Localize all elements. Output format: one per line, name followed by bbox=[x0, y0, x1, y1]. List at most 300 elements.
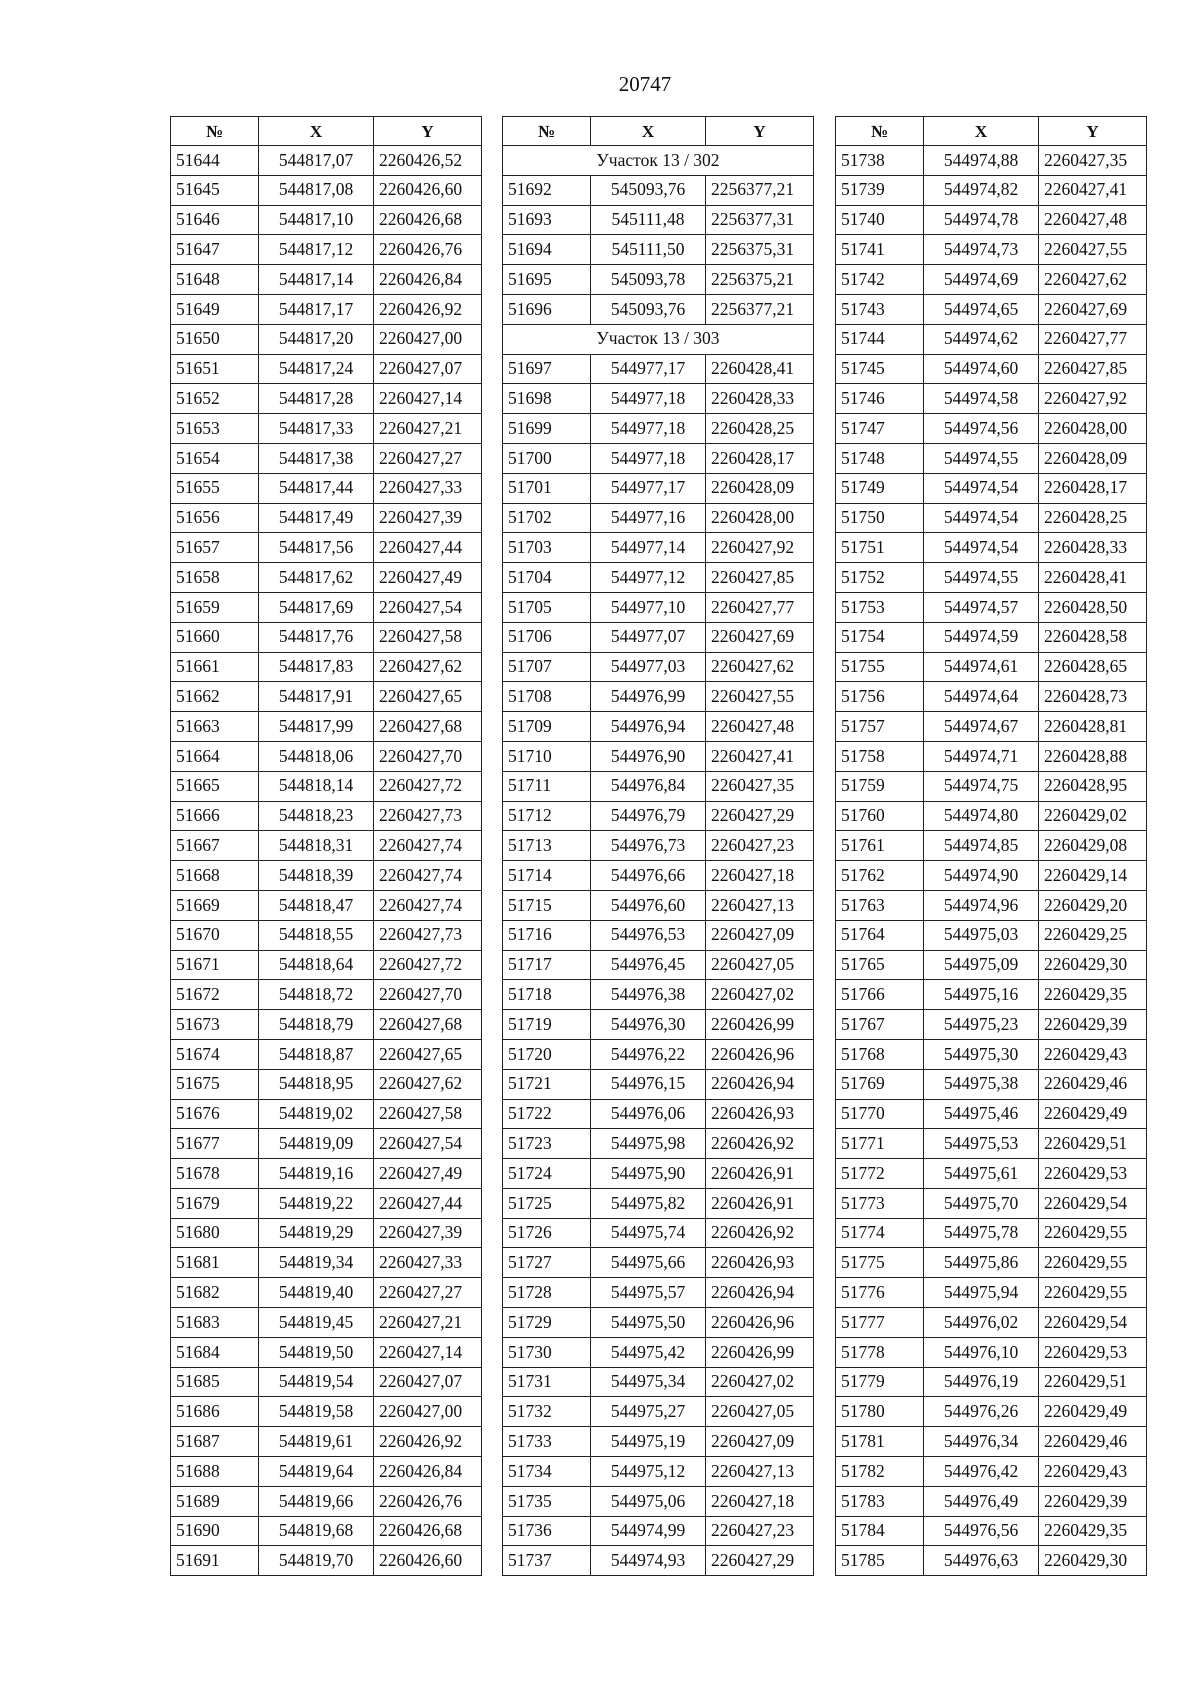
y-coordinate-cell: 2260426,94 bbox=[706, 1069, 814, 1099]
y-coordinate-cell: 2260427,68 bbox=[374, 712, 482, 742]
x-coordinate-cell: 544975,74 bbox=[591, 1218, 706, 1248]
y-coordinate-cell: 2260427,77 bbox=[1039, 324, 1147, 354]
point-number-cell: 51711 bbox=[503, 771, 591, 801]
table-row bbox=[503, 175, 814, 205]
x-coordinate-cell: 544974,55 bbox=[924, 443, 1039, 473]
point-number-cell: 51683 bbox=[171, 1308, 259, 1338]
x-coordinate-cell: 544976,49 bbox=[924, 1486, 1039, 1516]
point-number-cell: 51746 bbox=[836, 384, 924, 414]
table-row bbox=[171, 146, 482, 176]
x-coordinate-cell: 544975,06 bbox=[591, 1486, 706, 1516]
x-coordinate-cell: 544819,29 bbox=[259, 1218, 374, 1248]
y-coordinate-cell: 2260427,54 bbox=[374, 1129, 482, 1159]
point-number-cell: 51676 bbox=[171, 1099, 259, 1129]
point-number-cell: 51667 bbox=[171, 831, 259, 861]
x-coordinate-cell: 544976,30 bbox=[591, 1010, 706, 1040]
table-row bbox=[503, 205, 814, 235]
x-coordinate-cell: 544819,61 bbox=[259, 1427, 374, 1457]
y-coordinate-cell: 2260427,58 bbox=[374, 1099, 482, 1129]
x-coordinate-cell: 544974,90 bbox=[924, 861, 1039, 891]
x-coordinate-cell: 544977,17 bbox=[591, 473, 706, 503]
point-number-cell: 51713 bbox=[503, 831, 591, 861]
y-coordinate-cell: 2260427,27 bbox=[374, 443, 482, 473]
table-row bbox=[503, 1457, 814, 1487]
point-number-cell: 51672 bbox=[171, 980, 259, 1010]
y-coordinate-cell: 2260427,21 bbox=[374, 1308, 482, 1338]
table-row bbox=[503, 652, 814, 682]
x-coordinate-cell: 544976,45 bbox=[591, 950, 706, 980]
table-row bbox=[836, 622, 1147, 652]
table-row bbox=[836, 354, 1147, 384]
point-number-cell: 51726 bbox=[503, 1218, 591, 1248]
point-number-cell: 51761 bbox=[836, 831, 924, 861]
x-coordinate-cell: 544819,09 bbox=[259, 1129, 374, 1159]
x-coordinate-cell: 544819,66 bbox=[259, 1486, 374, 1516]
x-coordinate-cell: 544976,90 bbox=[591, 741, 706, 771]
point-number-cell: 51750 bbox=[836, 503, 924, 533]
table-row bbox=[171, 205, 482, 235]
point-number-cell: 51662 bbox=[171, 682, 259, 712]
point-number-cell: 51734 bbox=[503, 1457, 591, 1487]
table-row bbox=[171, 1129, 482, 1159]
y-coordinate-cell: 2260429,55 bbox=[1039, 1248, 1147, 1278]
y-coordinate-cell: 2260427,13 bbox=[706, 890, 814, 920]
x-coordinate-cell: 544976,06 bbox=[591, 1099, 706, 1129]
table-row bbox=[503, 265, 814, 295]
x-coordinate-cell: 544974,64 bbox=[924, 682, 1039, 712]
y-coordinate-cell: 2260427,77 bbox=[706, 592, 814, 622]
y-coordinate-cell: 2256377,21 bbox=[706, 294, 814, 324]
x-coordinate-cell: 545093,76 bbox=[591, 175, 706, 205]
point-number-cell: 51742 bbox=[836, 265, 924, 295]
x-coordinate-cell: 544818,06 bbox=[259, 741, 374, 771]
x-coordinate-cell: 544974,55 bbox=[924, 563, 1039, 593]
y-coordinate-cell: 2260427,00 bbox=[374, 1397, 482, 1427]
table-row bbox=[171, 503, 482, 533]
point-number-cell: 51716 bbox=[503, 920, 591, 950]
y-coordinate-cell: 2260426,84 bbox=[374, 1457, 482, 1487]
point-number-cell: 51659 bbox=[171, 592, 259, 622]
table-row bbox=[503, 712, 814, 742]
table-row bbox=[836, 1010, 1147, 1040]
y-coordinate-cell: 2260427,55 bbox=[1039, 235, 1147, 265]
table-row bbox=[836, 1516, 1147, 1546]
table-row bbox=[836, 801, 1147, 831]
x-coordinate-cell: 544975,16 bbox=[924, 980, 1039, 1010]
table-row bbox=[836, 1129, 1147, 1159]
y-coordinate-cell: 2256375,21 bbox=[706, 265, 814, 295]
table-row bbox=[171, 473, 482, 503]
y-coordinate-cell: 2260427,49 bbox=[374, 563, 482, 593]
y-coordinate-cell: 2256375,31 bbox=[706, 235, 814, 265]
y-coordinate-cell: 2260426,96 bbox=[706, 1039, 814, 1069]
y-coordinate-cell: 2260427,44 bbox=[374, 533, 482, 563]
x-coordinate-cell: 544819,02 bbox=[259, 1099, 374, 1129]
x-coordinate-cell: 544976,73 bbox=[591, 831, 706, 861]
point-number-cell: 51665 bbox=[171, 771, 259, 801]
x-coordinate-cell: 544977,12 bbox=[591, 563, 706, 593]
y-coordinate-cell: 2260426,96 bbox=[706, 1308, 814, 1338]
y-coordinate-cell: 2260427,73 bbox=[374, 920, 482, 950]
y-coordinate-cell: 2260429,14 bbox=[1039, 861, 1147, 891]
table-row bbox=[503, 801, 814, 831]
table-row bbox=[503, 920, 814, 950]
table-row bbox=[503, 1129, 814, 1159]
point-number-cell: 51689 bbox=[171, 1486, 259, 1516]
point-number-cell: 51722 bbox=[503, 1099, 591, 1129]
point-number-cell: 51660 bbox=[171, 622, 259, 652]
table-row bbox=[503, 831, 814, 861]
point-number-cell: 51710 bbox=[503, 741, 591, 771]
table-row bbox=[503, 473, 814, 503]
table-row bbox=[171, 175, 482, 205]
y-coordinate-cell: 2260429,54 bbox=[1039, 1188, 1147, 1218]
table-row bbox=[171, 1188, 482, 1218]
y-coordinate-cell: 2260427,48 bbox=[706, 712, 814, 742]
point-number-cell: 51724 bbox=[503, 1159, 591, 1189]
header-y: Y bbox=[706, 117, 814, 146]
y-coordinate-cell: 2260427,70 bbox=[374, 741, 482, 771]
x-coordinate-cell: 544974,54 bbox=[924, 473, 1039, 503]
page-number: 20747 bbox=[618, 72, 672, 96]
table-row bbox=[171, 1278, 482, 1308]
table-row bbox=[171, 1367, 482, 1397]
table-row bbox=[836, 1099, 1147, 1129]
x-coordinate-cell: 544819,34 bbox=[259, 1248, 374, 1278]
y-coordinate-cell: 2260427,39 bbox=[374, 1218, 482, 1248]
x-coordinate-cell: 544817,08 bbox=[259, 175, 374, 205]
y-coordinate-cell: 2260429,49 bbox=[1039, 1397, 1147, 1427]
table-row bbox=[171, 1308, 482, 1338]
y-coordinate-cell: 2260427,92 bbox=[706, 533, 814, 563]
table-row bbox=[836, 1308, 1147, 1338]
x-coordinate-cell: 545111,50 bbox=[591, 235, 706, 265]
table-row bbox=[171, 741, 482, 771]
table-row bbox=[836, 771, 1147, 801]
point-number-cell: 51770 bbox=[836, 1099, 924, 1129]
x-coordinate-cell: 544975,94 bbox=[924, 1278, 1039, 1308]
table-row bbox=[171, 1159, 482, 1189]
y-coordinate-cell: 2260429,43 bbox=[1039, 1039, 1147, 1069]
y-coordinate-cell: 2260426,92 bbox=[706, 1129, 814, 1159]
x-coordinate-cell: 544819,16 bbox=[259, 1159, 374, 1189]
y-coordinate-cell: 2260427,62 bbox=[1039, 265, 1147, 295]
x-coordinate-cell: 545093,76 bbox=[591, 294, 706, 324]
point-number-cell: 51645 bbox=[171, 175, 259, 205]
table-row bbox=[171, 443, 482, 473]
y-coordinate-cell: 2260426,93 bbox=[706, 1248, 814, 1278]
table-row bbox=[836, 712, 1147, 742]
y-coordinate-cell: 2260427,33 bbox=[374, 473, 482, 503]
point-number-cell: 51671 bbox=[171, 950, 259, 980]
table-row bbox=[171, 950, 482, 980]
point-number-cell: 51715 bbox=[503, 890, 591, 920]
point-number-cell: 51765 bbox=[836, 950, 924, 980]
table-row bbox=[171, 1427, 482, 1457]
point-number-cell: 51780 bbox=[836, 1397, 924, 1427]
x-coordinate-cell: 544976,02 bbox=[924, 1308, 1039, 1338]
header-number: № bbox=[503, 117, 591, 146]
table-row bbox=[836, 950, 1147, 980]
point-number-cell: 51646 bbox=[171, 205, 259, 235]
point-number-cell: 51717 bbox=[503, 950, 591, 980]
x-coordinate-cell: 545111,48 bbox=[591, 205, 706, 235]
table-row bbox=[171, 265, 482, 295]
y-coordinate-cell: 2260429,39 bbox=[1039, 1010, 1147, 1040]
table-row bbox=[503, 771, 814, 801]
point-number-cell: 51753 bbox=[836, 592, 924, 622]
point-number-cell: 51702 bbox=[503, 503, 591, 533]
y-coordinate-cell: 2260427,09 bbox=[706, 920, 814, 950]
y-coordinate-cell: 2260429,53 bbox=[1039, 1337, 1147, 1367]
y-coordinate-cell: 2260427,23 bbox=[706, 1516, 814, 1546]
point-number-cell: 51700 bbox=[503, 443, 591, 473]
point-number-cell: 51737 bbox=[503, 1546, 591, 1576]
table-row bbox=[503, 533, 814, 563]
y-coordinate-cell: 2260427,14 bbox=[374, 1337, 482, 1367]
y-coordinate-cell: 2260429,02 bbox=[1039, 801, 1147, 831]
section-header-row bbox=[503, 146, 814, 176]
y-coordinate-cell: 2260426,92 bbox=[706, 1218, 814, 1248]
y-coordinate-cell: 2260427,72 bbox=[374, 950, 482, 980]
point-number-cell: 51655 bbox=[171, 473, 259, 503]
point-number-cell: 51693 bbox=[503, 205, 591, 235]
table-header-row bbox=[836, 117, 1147, 146]
point-number-cell: 51749 bbox=[836, 473, 924, 503]
y-coordinate-cell: 2260428,25 bbox=[1039, 503, 1147, 533]
x-coordinate-cell: 544819,45 bbox=[259, 1308, 374, 1338]
point-number-cell: 51696 bbox=[503, 294, 591, 324]
table-row bbox=[503, 1218, 814, 1248]
section-header-row bbox=[503, 324, 814, 354]
y-coordinate-cell: 2260427,54 bbox=[374, 592, 482, 622]
table-row bbox=[171, 1486, 482, 1516]
x-coordinate-cell: 544975,86 bbox=[924, 1248, 1039, 1278]
y-coordinate-cell: 2260429,49 bbox=[1039, 1099, 1147, 1129]
y-coordinate-cell: 2260426,68 bbox=[374, 205, 482, 235]
table-row bbox=[836, 324, 1147, 354]
point-number-cell: 51712 bbox=[503, 801, 591, 831]
point-number-cell: 51738 bbox=[836, 146, 924, 176]
table-row bbox=[503, 741, 814, 771]
x-coordinate-cell: 544974,71 bbox=[924, 741, 1039, 771]
x-coordinate-cell: 544976,53 bbox=[591, 920, 706, 950]
x-coordinate-cell: 544975,19 bbox=[591, 1427, 706, 1457]
x-coordinate-cell: 544975,82 bbox=[591, 1188, 706, 1218]
x-coordinate-cell: 544976,63 bbox=[924, 1546, 1039, 1576]
x-coordinate-cell: 544976,56 bbox=[924, 1516, 1039, 1546]
table-row bbox=[171, 1010, 482, 1040]
table-row bbox=[836, 1457, 1147, 1487]
point-number-cell: 51755 bbox=[836, 652, 924, 682]
y-coordinate-cell: 2260427,18 bbox=[706, 861, 814, 891]
point-number-cell: 51695 bbox=[503, 265, 591, 295]
y-coordinate-cell: 2260427,41 bbox=[1039, 175, 1147, 205]
table-row bbox=[171, 682, 482, 712]
x-coordinate-cell: 544818,39 bbox=[259, 861, 374, 891]
table-row bbox=[171, 831, 482, 861]
y-coordinate-cell: 2260427,33 bbox=[374, 1248, 482, 1278]
point-number-cell: 51757 bbox=[836, 712, 924, 742]
y-coordinate-cell: 2260426,93 bbox=[706, 1099, 814, 1129]
point-number-cell: 51701 bbox=[503, 473, 591, 503]
point-number-cell: 51736 bbox=[503, 1516, 591, 1546]
x-coordinate-cell: 544976,42 bbox=[924, 1457, 1039, 1487]
table-row bbox=[836, 563, 1147, 593]
point-number-cell: 51674 bbox=[171, 1039, 259, 1069]
x-coordinate-cell: 544819,40 bbox=[259, 1278, 374, 1308]
x-coordinate-cell: 544974,65 bbox=[924, 294, 1039, 324]
table-row bbox=[171, 294, 482, 324]
y-coordinate-cell: 2260427,21 bbox=[374, 414, 482, 444]
y-coordinate-cell: 2260427,00 bbox=[374, 324, 482, 354]
point-number-cell: 51775 bbox=[836, 1248, 924, 1278]
x-coordinate-cell: 544818,14 bbox=[259, 771, 374, 801]
section-title: Участок 13 / 303 bbox=[503, 324, 814, 354]
point-number-cell: 51785 bbox=[836, 1546, 924, 1576]
point-number-cell: 51782 bbox=[836, 1457, 924, 1487]
table-row bbox=[503, 950, 814, 980]
y-coordinate-cell: 2260427,23 bbox=[706, 831, 814, 861]
point-number-cell: 51783 bbox=[836, 1486, 924, 1516]
point-number-cell: 51769 bbox=[836, 1069, 924, 1099]
point-number-cell: 51706 bbox=[503, 622, 591, 652]
table-row bbox=[171, 1039, 482, 1069]
table-row bbox=[836, 831, 1147, 861]
point-number-cell: 51768 bbox=[836, 1039, 924, 1069]
table-row bbox=[503, 1308, 814, 1338]
coordinate-table-2 bbox=[502, 116, 814, 1576]
table-row bbox=[171, 890, 482, 920]
y-coordinate-cell: 2260429,53 bbox=[1039, 1159, 1147, 1189]
y-coordinate-cell: 2260428,73 bbox=[1039, 682, 1147, 712]
y-coordinate-cell: 2260427,13 bbox=[706, 1457, 814, 1487]
table-row bbox=[503, 294, 814, 324]
point-number-cell: 51680 bbox=[171, 1218, 259, 1248]
table-row bbox=[836, 1546, 1147, 1576]
y-coordinate-cell: 2260427,85 bbox=[1039, 354, 1147, 384]
table-header-row bbox=[171, 117, 482, 146]
y-coordinate-cell: 2260428,17 bbox=[706, 443, 814, 473]
x-coordinate-cell: 544818,72 bbox=[259, 980, 374, 1010]
x-coordinate-cell: 544975,03 bbox=[924, 920, 1039, 950]
y-coordinate-cell: 2260427,65 bbox=[374, 682, 482, 712]
x-coordinate-cell: 544975,46 bbox=[924, 1099, 1039, 1129]
point-number-cell: 51705 bbox=[503, 592, 591, 622]
table-row bbox=[503, 1397, 814, 1427]
x-coordinate-cell: 544817,83 bbox=[259, 652, 374, 682]
table-row bbox=[836, 592, 1147, 622]
table-row bbox=[503, 1010, 814, 1040]
x-coordinate-cell: 544974,69 bbox=[924, 265, 1039, 295]
y-coordinate-cell: 2260426,76 bbox=[374, 1486, 482, 1516]
header-x: X bbox=[924, 117, 1039, 146]
table-row bbox=[503, 1248, 814, 1278]
x-coordinate-cell: 544974,96 bbox=[924, 890, 1039, 920]
x-coordinate-cell: 544977,18 bbox=[591, 384, 706, 414]
table-row bbox=[836, 980, 1147, 1010]
y-coordinate-cell: 2260426,99 bbox=[706, 1010, 814, 1040]
point-number-cell: 51664 bbox=[171, 741, 259, 771]
y-coordinate-cell: 2260429,51 bbox=[1039, 1129, 1147, 1159]
table-row bbox=[171, 563, 482, 593]
table-row bbox=[836, 384, 1147, 414]
y-coordinate-cell: 2260429,35 bbox=[1039, 1516, 1147, 1546]
point-number-cell: 51677 bbox=[171, 1129, 259, 1159]
x-coordinate-cell: 544819,70 bbox=[259, 1546, 374, 1576]
table-row bbox=[171, 920, 482, 950]
point-number-cell: 51778 bbox=[836, 1337, 924, 1367]
y-coordinate-cell: 2260428,00 bbox=[1039, 414, 1147, 444]
point-number-cell: 51668 bbox=[171, 861, 259, 891]
point-number-cell: 51727 bbox=[503, 1248, 591, 1278]
point-number-cell: 51756 bbox=[836, 682, 924, 712]
table-row bbox=[171, 1546, 482, 1576]
point-number-cell: 51776 bbox=[836, 1278, 924, 1308]
point-number-cell: 51703 bbox=[503, 533, 591, 563]
y-coordinate-cell: 2260426,84 bbox=[374, 265, 482, 295]
x-coordinate-cell: 544819,68 bbox=[259, 1516, 374, 1546]
table-row bbox=[171, 622, 482, 652]
y-coordinate-cell: 2260428,95 bbox=[1039, 771, 1147, 801]
table-row bbox=[503, 414, 814, 444]
table-row bbox=[503, 1069, 814, 1099]
x-coordinate-cell: 544975,38 bbox=[924, 1069, 1039, 1099]
point-number-cell: 51747 bbox=[836, 414, 924, 444]
x-coordinate-cell: 544974,99 bbox=[591, 1516, 706, 1546]
point-number-cell: 51730 bbox=[503, 1337, 591, 1367]
table-row bbox=[836, 1248, 1147, 1278]
y-coordinate-cell: 2260427,05 bbox=[706, 950, 814, 980]
x-coordinate-cell: 544975,42 bbox=[591, 1337, 706, 1367]
table-header-row bbox=[503, 117, 814, 146]
table-row bbox=[836, 414, 1147, 444]
x-coordinate-cell: 544819,22 bbox=[259, 1188, 374, 1218]
y-coordinate-cell: 2260429,51 bbox=[1039, 1367, 1147, 1397]
x-coordinate-cell: 544818,55 bbox=[259, 920, 374, 950]
point-number-cell: 51740 bbox=[836, 205, 924, 235]
table-row bbox=[171, 1099, 482, 1129]
point-number-cell: 51648 bbox=[171, 265, 259, 295]
x-coordinate-cell: 544819,58 bbox=[259, 1397, 374, 1427]
point-number-cell: 51691 bbox=[171, 1546, 259, 1576]
y-coordinate-cell: 2260429,08 bbox=[1039, 831, 1147, 861]
x-coordinate-cell: 544817,91 bbox=[259, 682, 374, 712]
point-number-cell: 51735 bbox=[503, 1486, 591, 1516]
point-number-cell: 51784 bbox=[836, 1516, 924, 1546]
y-coordinate-cell: 2260426,60 bbox=[374, 175, 482, 205]
point-number-cell: 51754 bbox=[836, 622, 924, 652]
table-row bbox=[836, 682, 1147, 712]
x-coordinate-cell: 544976,79 bbox=[591, 801, 706, 831]
x-coordinate-cell: 544976,38 bbox=[591, 980, 706, 1010]
point-number-cell: 51759 bbox=[836, 771, 924, 801]
y-coordinate-cell: 2260428,25 bbox=[706, 414, 814, 444]
y-coordinate-cell: 2260427,62 bbox=[706, 652, 814, 682]
table-row bbox=[171, 1337, 482, 1367]
y-coordinate-cell: 2260427,29 bbox=[706, 1546, 814, 1576]
x-coordinate-cell: 544976,10 bbox=[924, 1337, 1039, 1367]
table-row bbox=[836, 473, 1147, 503]
point-number-cell: 51709 bbox=[503, 712, 591, 742]
point-number-cell: 51685 bbox=[171, 1367, 259, 1397]
point-number-cell: 51748 bbox=[836, 443, 924, 473]
point-number-cell: 51731 bbox=[503, 1367, 591, 1397]
y-coordinate-cell: 2256377,31 bbox=[706, 205, 814, 235]
table-row bbox=[836, 890, 1147, 920]
point-number-cell: 51644 bbox=[171, 146, 259, 176]
y-coordinate-cell: 2260427,74 bbox=[374, 890, 482, 920]
